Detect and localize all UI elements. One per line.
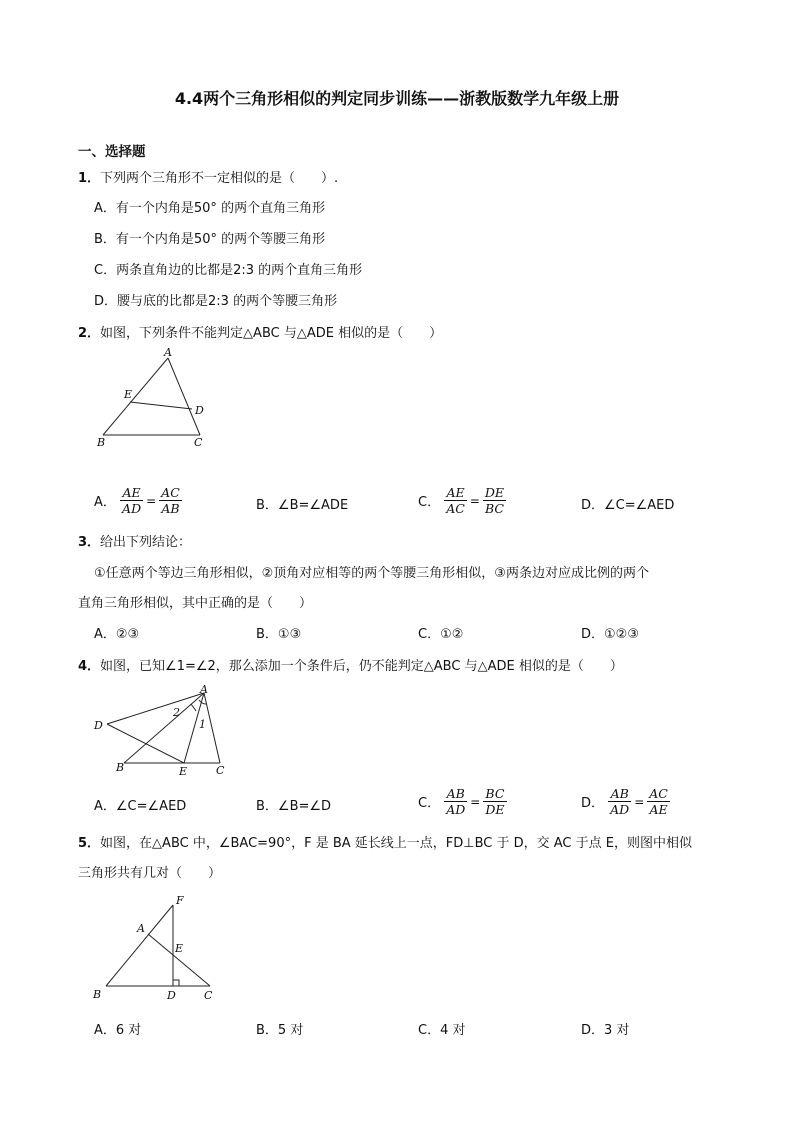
equals: = xyxy=(470,794,481,809)
denominator: DE xyxy=(485,802,505,817)
equals: = xyxy=(469,493,480,508)
label-d: D xyxy=(167,989,176,1002)
angle-2-label: 2 xyxy=(173,706,180,719)
question-text: 如图，下列条件不能判定△ABC 与△ADE 相似的是（ ） xyxy=(100,326,443,341)
q4-option-b: B．∠B=∠D xyxy=(256,799,332,814)
angle-1-label: 1 xyxy=(199,718,206,731)
question-number: 4． xyxy=(78,659,101,674)
page-title: 4.4两个三角形相似的判定同步训练——浙教版数学九年级上册 xyxy=(174,89,620,108)
denominator: AD xyxy=(610,802,630,817)
q5-option-b: B．5 对 xyxy=(256,1023,304,1038)
equals: = xyxy=(146,493,157,508)
label-d: D xyxy=(94,719,103,732)
q5-option-d: D．3 对 xyxy=(581,1023,630,1038)
q5-option-c: C．4 对 xyxy=(418,1023,466,1038)
label-e: E xyxy=(179,765,188,778)
option-label: D． xyxy=(581,796,605,811)
option-label: C． xyxy=(418,495,441,510)
q5-option-a: A．6 对 xyxy=(94,1023,142,1038)
equals: = xyxy=(634,794,645,809)
question-text: 如图，在△ABC 中，∠BAC=90°，F 是 BA 延长线上一点，FD⊥BC 于 D，交 AC 于点 E，则图中相似 xyxy=(100,836,692,851)
numerator: BC xyxy=(483,786,506,802)
label-a: A xyxy=(200,683,208,696)
q3-statement-line-1: ①任意两个等边三角形相似，②顶角对应相等的两个等腰三角形相似，③两条边对应成比例的两个 xyxy=(94,566,649,581)
denominator: AC xyxy=(446,501,465,516)
label-f: F xyxy=(176,894,184,907)
q1-option-a: A．有一个内角是50° 的两个直角三角形 xyxy=(94,201,326,216)
question-text: 下列两个三角形不一定相似的是（ ）. xyxy=(100,171,339,186)
numerator: AC xyxy=(649,786,668,801)
q4-option-a: A．∠C=∠AED xyxy=(94,799,187,814)
denominator: BC xyxy=(484,501,504,516)
q2-option-d: D．∠C=∠AED xyxy=(581,498,675,513)
numerator: DE xyxy=(484,485,505,500)
numerator: AE xyxy=(444,485,467,501)
label-b: B xyxy=(116,761,125,774)
label-b: B xyxy=(93,988,102,1001)
section-heading: 一、选择题 xyxy=(78,144,146,160)
question-text: 如图，已知∠1=∠2，那么添加一个条件后，仍不能判定△ABC 与△ADE 相似的是（ ） xyxy=(100,659,623,674)
question-number: 3． xyxy=(78,535,101,550)
label-e: E xyxy=(124,388,133,401)
label-a: A xyxy=(137,922,145,935)
question-number: 5． xyxy=(78,836,101,851)
denominator: AD xyxy=(446,802,466,817)
numerator: AE xyxy=(120,485,143,501)
q3-statement-line-2: 直角三角形相似，其中正确的是（ ） xyxy=(78,596,313,611)
numerator: AC xyxy=(161,485,180,500)
q1-option-d: D．腰与底的比都是2:3 的两个等腰三角形 xyxy=(94,294,338,309)
label-e: E xyxy=(175,942,184,955)
numerator: AB xyxy=(608,786,631,802)
denominator: AB xyxy=(161,501,180,516)
question-text: 给出下列结论： xyxy=(100,535,192,550)
label-a: A xyxy=(164,346,172,359)
option-label: C． xyxy=(418,796,441,811)
label-c: C xyxy=(204,989,213,1002)
label-b: B xyxy=(97,436,106,449)
q1-option-c: C．两条直角边的比都是2:3 的两个直角三角形 xyxy=(94,263,363,278)
q3-option-a: A．②③ xyxy=(94,627,140,642)
question-number: 1． xyxy=(78,171,101,186)
q2-option-b: B．∠B=∠ADE xyxy=(256,498,349,513)
option-label: A． xyxy=(94,495,116,510)
numerator: AB xyxy=(444,786,467,802)
label-d: D xyxy=(195,404,204,417)
q3-option-d: D．①②③ xyxy=(581,627,639,642)
q1-option-b: B．有一个内角是50° 的两个等腰三角形 xyxy=(94,232,326,247)
denominator: AD xyxy=(122,501,142,516)
label-c: C xyxy=(194,436,203,449)
question-number: 2． xyxy=(78,326,101,341)
q3-option-c: C．①② xyxy=(418,627,464,642)
denominator: AE xyxy=(649,802,668,817)
label-c: C xyxy=(216,764,225,777)
q5-text-line-2: 三角形共有几对（ ） xyxy=(78,866,222,881)
q3-option-b: B．①③ xyxy=(256,627,302,642)
